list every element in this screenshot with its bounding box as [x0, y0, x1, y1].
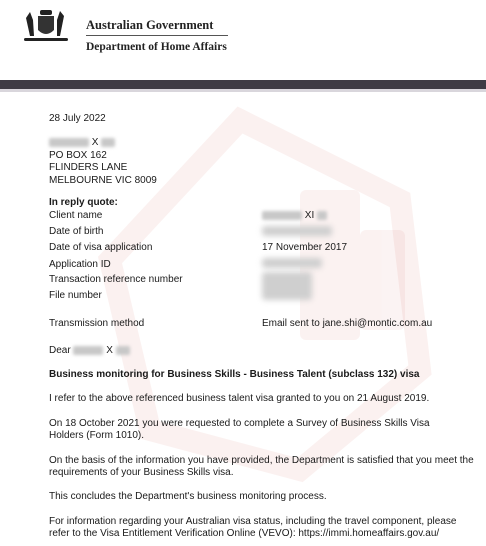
detail-label: Transmission method: [49, 318, 145, 329]
detail-label: File number: [49, 290, 102, 301]
header-band-shadow: [0, 89, 486, 92]
redacted-name: [262, 211, 302, 220]
body-paragraph-vevo: For information regarding your Australian visa status, including the travel component, please refer to the Visa Entitlement Verification Online (VEVO): https://immi.homeaffairs.gov.au/: [49, 516, 457, 539]
redacted-name: [317, 211, 327, 220]
redacted-name: [101, 138, 115, 147]
body-paragraph: I refer to the above referenced business talent visa granted to you on 21 August 2019.: [49, 393, 430, 404]
redacted-name: [116, 346, 130, 355]
letter-date: 28 July 2022: [49, 113, 106, 124]
coat-of-arms-icon: [16, 6, 76, 46]
detail-label: Date of visa application: [49, 242, 153, 253]
address-line: FLINDERS LANE: [49, 162, 128, 173]
detail-value-client-name: XI: [262, 210, 327, 222]
body-paragraph: On 18 October 2021 you were requested to complete a Survey of Business Skills Visa Holders (Form 1010).: [49, 418, 430, 441]
redacted-name: [73, 346, 103, 355]
address-line: MELBOURNE VIC 8009: [49, 175, 157, 186]
body-paragraph: This concludes the Department's business monitoring process.: [49, 491, 327, 502]
redacted-application-id: [262, 258, 322, 268]
detail-value-application-date: 17 November 2017: [262, 242, 348, 253]
detail-label: Client name: [49, 210, 103, 221]
header-band: [0, 80, 486, 89]
government-name: Australian Government: [86, 18, 214, 32]
header-divider: [86, 35, 228, 36]
redacted-date-of-birth: [262, 226, 332, 236]
redacted-name: [49, 138, 89, 147]
detail-label: Date of birth: [49, 226, 104, 237]
reply-quote-heading: In reply quote:: [49, 197, 118, 208]
subject-line: Business monitoring for Business Skills - Business Talent (subclass 132) visa: [49, 369, 420, 380]
detail-label: Transaction reference number: [49, 274, 183, 285]
salutation: Dear X: [49, 345, 130, 357]
detail-value-transmission: Email sent to jane.shi@montic.com.au: [262, 318, 433, 329]
detail-label: Application ID: [49, 259, 111, 270]
recipient-name: X: [49, 137, 115, 149]
redacted-reference-numbers: [262, 272, 312, 300]
department-name: Department of Home Affairs: [86, 41, 227, 53]
address-line: PO BOX 162: [49, 150, 107, 161]
body-paragraph: On the basis of the information you have provided, the Department is satisfied that you meet the requirements of your Business Skills visa.: [49, 455, 474, 478]
